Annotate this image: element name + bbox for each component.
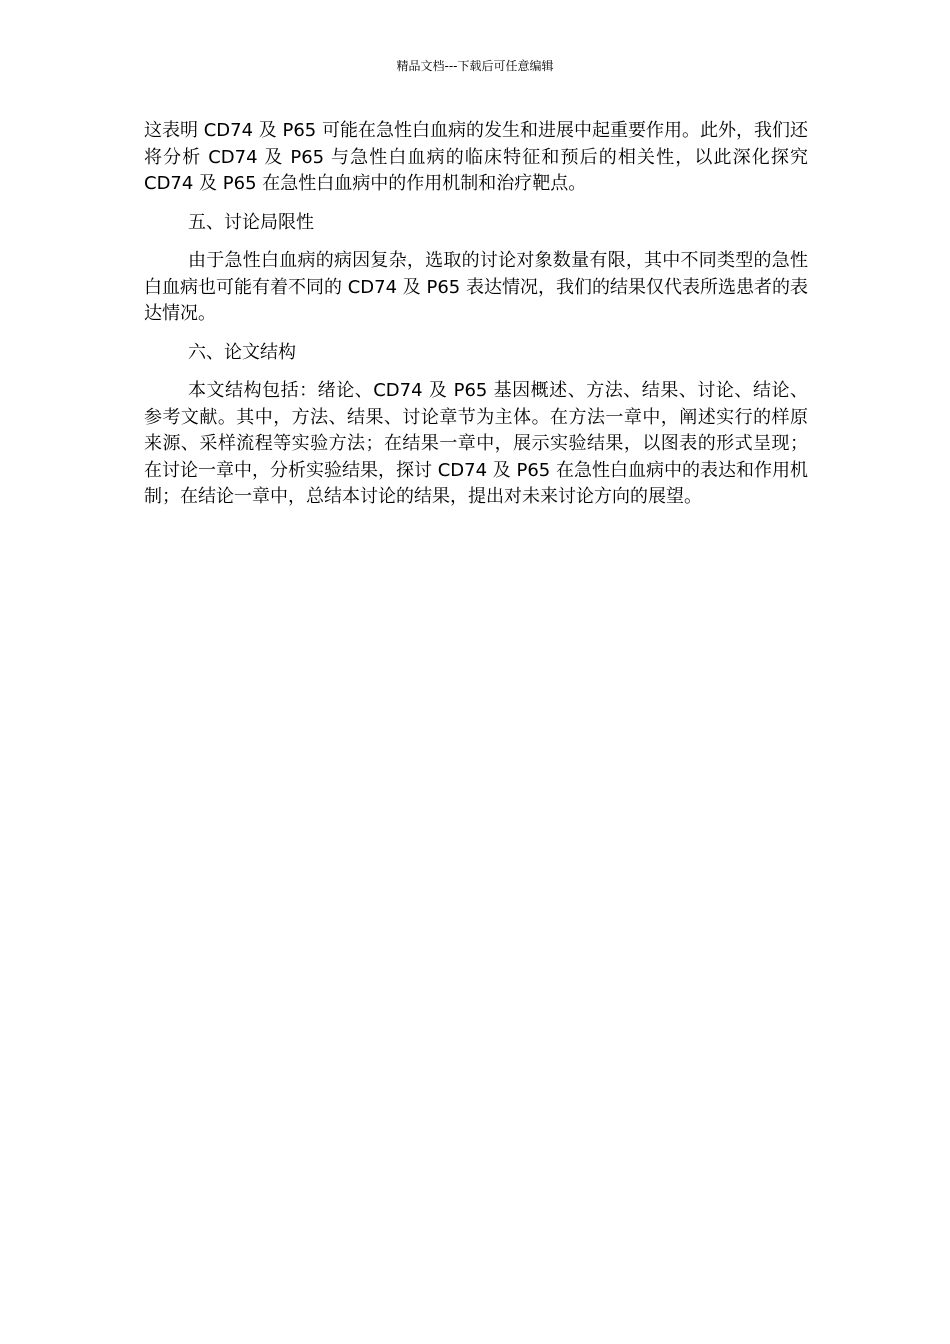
page-header: 精品文档---下载后可任意编辑	[396, 59, 554, 73]
paragraph-limitations: 由于急性白血病的病因复杂，选取的讨论对象数量有限，其中不同类型的急性白血病也可能有着不同的 CD74 及 P65 表达情况，我们的结果仅代表所选患者的表达情况。	[144, 250, 808, 324]
section-heading-limitations: 五、讨论局限性	[188, 211, 314, 233]
document-body	[144, 118, 808, 523]
section-heading-structure: 六、论文结构	[188, 341, 296, 363]
paragraph-structure: 本文结构包括：绪论、CD74 及 P65 基因概述、方法、结果、讨论、结论、参考文献。其中，方法、结果、讨论章节为主体。在方法一章中，阐述实行的样原来源、采样流程等实验方法；在结果一章中，展示实验结果，以图表的形式呈现；在讨论一章中，分析实验结果，探讨 CD74 及 P65 在急性白血病中的表达和作用机制；在结论一章中，总结本讨论的结果，提出对未来讨论方向的展望。	[144, 380, 808, 507]
paragraph-conclusion-continued: 这表明 CD74 及 P65 可能在急性白血病的发生和进展中起重要作用。此外，我们还将分析 CD74 及 P65 与急性白血病的临床特征和预后的相关性，以此深化探究 CD74 及 P65 在急性白血病中的作用机制和治疗靶点。	[144, 120, 808, 194]
